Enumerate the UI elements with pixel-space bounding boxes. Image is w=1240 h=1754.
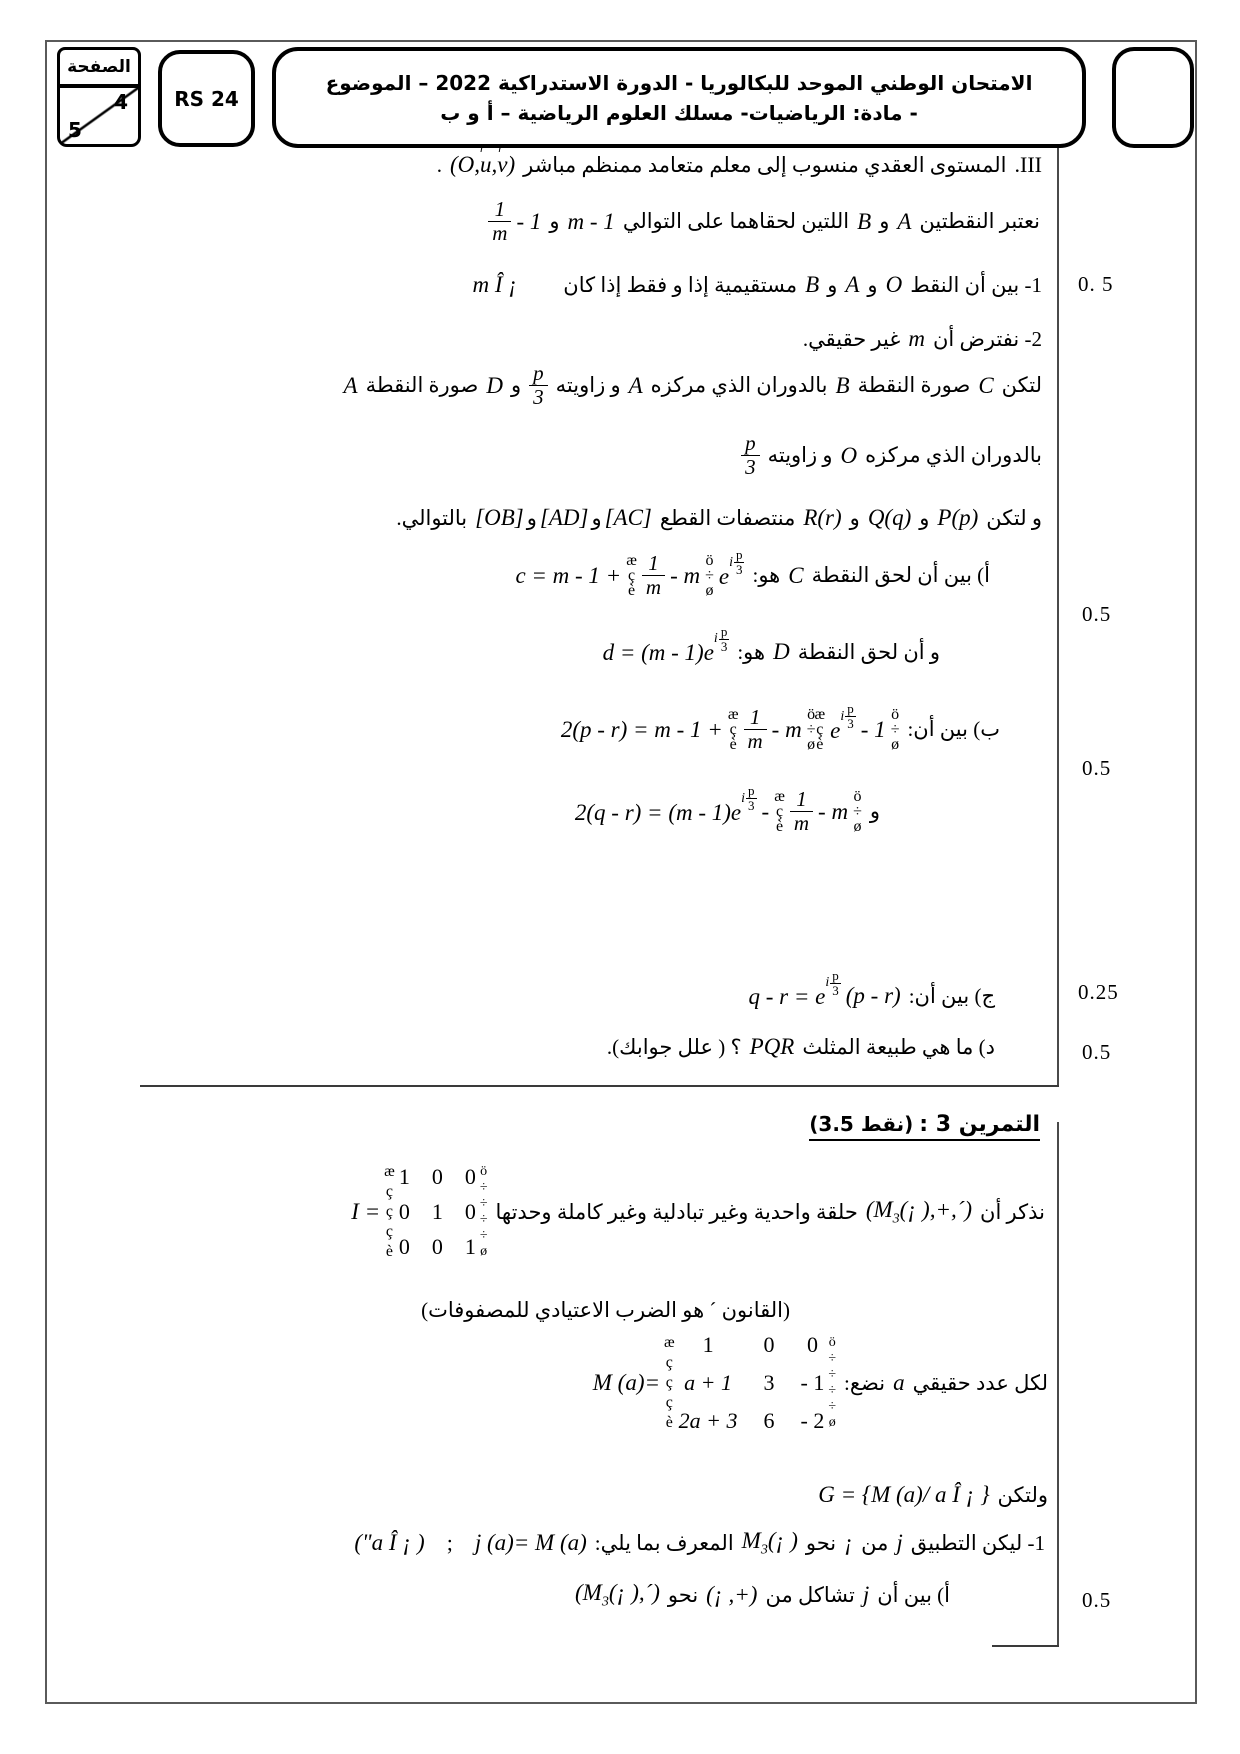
waw: و bbox=[827, 272, 838, 297]
identity-matrix bbox=[351, 1162, 487, 1262]
den: 3 bbox=[529, 385, 548, 409]
waw: و bbox=[849, 505, 860, 530]
pi: p bbox=[745, 431, 756, 455]
text: بالدوران الذي مركزه bbox=[865, 443, 1042, 468]
mark-q2d: 0.5 bbox=[1082, 1040, 1112, 1064]
glyph: ÷ bbox=[806, 721, 816, 739]
line-2qr bbox=[574, 783, 880, 836]
den: m bbox=[488, 221, 511, 245]
cell: 0 bbox=[763, 1332, 775, 1357]
semicolon: ; bbox=[446, 1530, 453, 1556]
sub3: 3 bbox=[892, 1211, 900, 1227]
sub3: 3 bbox=[760, 1542, 768, 1558]
waw: و bbox=[879, 209, 890, 234]
glyph: è bbox=[665, 1414, 673, 1431]
cell: 2a + 3 bbox=[678, 1408, 738, 1433]
glyph: ç bbox=[665, 1374, 673, 1391]
glyph: ö bbox=[807, 706, 816, 724]
eq: 2(q - r) = (m - 1)e bbox=[574, 799, 742, 825]
eq: q - r = e bbox=[748, 984, 826, 1010]
glyph: ö bbox=[828, 1335, 836, 1350]
den: m bbox=[790, 811, 813, 835]
line-q2 bbox=[803, 326, 1042, 352]
triangle-pqr: PQR bbox=[749, 1034, 795, 1059]
mark-q1: 0. 5 bbox=[1078, 272, 1114, 296]
glyph: ö bbox=[480, 1164, 488, 1179]
cell: 1 bbox=[431, 1199, 443, 1224]
formula-c bbox=[515, 547, 744, 600]
cell: 3 bbox=[763, 1370, 775, 1395]
m-in-r: m Î ¡ bbox=[472, 272, 518, 297]
point-a: A bbox=[628, 372, 643, 398]
affix-b bbox=[488, 198, 541, 245]
text: و زاويته bbox=[555, 373, 621, 398]
point-c: C bbox=[788, 562, 804, 588]
q1-text2: مستقيمية إذا و فقط إذا كان bbox=[563, 272, 798, 297]
mid: - m bbox=[670, 562, 701, 588]
page-label: الصفحة bbox=[67, 57, 131, 77]
point-b: B bbox=[805, 272, 820, 297]
m: (M bbox=[575, 1580, 602, 1605]
line-q1 bbox=[473, 272, 1042, 298]
formula-2pr bbox=[560, 701, 900, 754]
matrix-paren-left bbox=[384, 1162, 395, 1262]
q1a-text: أ) بين أن bbox=[877, 1582, 950, 1607]
page-label-box bbox=[57, 47, 141, 87]
three: 3 bbox=[735, 562, 743, 578]
text: نعتبر النقطتين bbox=[919, 209, 1040, 234]
eq: d = (m - 1)e bbox=[602, 640, 714, 666]
exp-e-ipi3 bbox=[602, 624, 730, 666]
three: 3 bbox=[832, 982, 839, 998]
glyph: è bbox=[729, 736, 737, 754]
frame-ouv: (O,u,v) bbox=[449, 152, 516, 177]
glyph: ÷ bbox=[828, 1367, 837, 1382]
cell: 1 bbox=[398, 1164, 410, 1189]
eq: c = m - 1 + bbox=[515, 562, 622, 588]
mark-ex3-1a: 0.5 bbox=[1082, 1588, 1112, 1612]
mark-q2c: 0.25 bbox=[1078, 980, 1119, 1004]
cell: 0 bbox=[464, 1199, 476, 1224]
num: 1 bbox=[494, 197, 506, 221]
point-c: C bbox=[978, 372, 994, 398]
cell: 0 bbox=[806, 1332, 818, 1357]
frame-notation bbox=[449, 141, 516, 178]
point-b: B bbox=[857, 208, 872, 234]
e: e bbox=[830, 717, 841, 743]
pi: p bbox=[735, 547, 743, 563]
text: نذكر أن bbox=[980, 1199, 1045, 1224]
phi: j bbox=[896, 1530, 903, 1556]
eq: 2(p - r) = m - 1 + bbox=[560, 716, 723, 742]
big-paren-right bbox=[853, 789, 862, 834]
marks-column-rule-bottom bbox=[1057, 1122, 1059, 1645]
big-paren-left bbox=[728, 707, 739, 752]
waw: و bbox=[867, 272, 878, 297]
waw: و bbox=[511, 373, 522, 398]
glyph: æ bbox=[626, 552, 637, 570]
text: حلقة واحدية وغير تبادلية وغير كاملة وحدتها bbox=[495, 1199, 858, 1224]
glyph: ø bbox=[828, 1415, 836, 1430]
exam-title-box bbox=[272, 47, 1086, 148]
line-q2d bbox=[607, 1034, 995, 1060]
point-o: O bbox=[885, 272, 903, 297]
m: (M bbox=[865, 1196, 893, 1222]
text: هو: bbox=[752, 563, 781, 588]
text: و لتكن bbox=[986, 505, 1042, 530]
angle-pi-3 bbox=[741, 432, 760, 479]
matrix-cells bbox=[399, 1164, 476, 1260]
forall-a: ("a Î ¡ ) bbox=[354, 1530, 425, 1556]
pi: p bbox=[748, 783, 755, 799]
exp-e-ipi3 bbox=[574, 783, 757, 825]
title-text: التمرين 3 : bbox=[919, 1112, 1040, 1137]
segment-ob: [OB] bbox=[475, 505, 524, 530]
waw: و bbox=[526, 505, 537, 530]
formula-2qr bbox=[574, 783, 862, 836]
i: i bbox=[729, 554, 733, 570]
glyph: æ bbox=[814, 706, 826, 724]
law-note: (القانون ´ هو الضرب الاعتيادي للمصفوفات) bbox=[421, 1298, 790, 1322]
waw: و bbox=[591, 505, 602, 530]
text: و زاويته bbox=[767, 443, 833, 468]
matrix-paren-right bbox=[828, 1335, 836, 1431]
phi-def: j (a)= M (a) bbox=[474, 1530, 587, 1556]
i: i bbox=[741, 790, 746, 806]
den: m bbox=[744, 729, 767, 753]
text: نحو bbox=[667, 1582, 699, 1607]
glyph: è bbox=[628, 582, 636, 600]
glyph: ç bbox=[385, 1223, 394, 1240]
q2c-text: ج) بين أن: bbox=[908, 983, 995, 1008]
glyph: ö bbox=[891, 706, 900, 724]
waw: و bbox=[919, 505, 930, 530]
point-d: D bbox=[486, 372, 503, 398]
line-ex3-q1a bbox=[575, 1580, 950, 1611]
empty-corner-box bbox=[1112, 47, 1194, 148]
glyph: ö bbox=[705, 552, 714, 570]
set-g: G = {M (a)/ a Î ¡ } bbox=[818, 1482, 990, 1507]
glyph: ÷ bbox=[479, 1196, 488, 1211]
matrix-paren-right bbox=[480, 1164, 488, 1260]
text: تشاكل من bbox=[765, 1582, 855, 1607]
marks-rule-end-tick bbox=[992, 1645, 1059, 1647]
matrix-cells bbox=[679, 1332, 825, 1434]
sub3: 3 bbox=[601, 1594, 609, 1610]
glyph: ÷ bbox=[828, 1399, 837, 1414]
glyph: ç bbox=[628, 567, 636, 585]
pi: p bbox=[832, 968, 839, 983]
exam-title-line1: الامتحان الوطني الموحد للبكالوريا - الدورة الاستدراكية 2022 – الموضوع bbox=[325, 70, 1033, 95]
cell: - 1 bbox=[800, 1370, 825, 1395]
page-number-box bbox=[57, 85, 141, 147]
glyph: ÷ bbox=[479, 1228, 488, 1243]
line-ex3-q1 bbox=[354, 1528, 1045, 1559]
exam-reference-box bbox=[158, 50, 255, 147]
real-set: ¡ bbox=[844, 1530, 854, 1556]
q2-text: 2- نفترض أن bbox=[932, 326, 1042, 351]
glyph: ÷ bbox=[828, 1383, 837, 1398]
ring-notation bbox=[866, 1197, 972, 1228]
point-a: A bbox=[343, 372, 358, 398]
glyph: ÷ bbox=[853, 803, 862, 821]
m3r-times bbox=[575, 1580, 660, 1611]
formula-qr bbox=[748, 968, 901, 1010]
big-paren-left bbox=[626, 553, 637, 598]
text: نحو bbox=[805, 1530, 837, 1555]
exam-title-line2: - مادة: الرياضيات- مسلك العلوم الرياضية – أ و ب bbox=[440, 100, 918, 125]
matrix-paren-left bbox=[664, 1333, 675, 1433]
three: 3 bbox=[748, 798, 755, 814]
glyph: ö bbox=[853, 788, 862, 806]
line-midpoints bbox=[396, 505, 1042, 531]
glyph: æ bbox=[774, 788, 785, 806]
line-law-note bbox=[421, 1298, 790, 1323]
point-p: P(p) bbox=[937, 505, 979, 530]
line-rotation-d bbox=[741, 432, 1042, 479]
glyph: ø bbox=[853, 818, 862, 836]
angle-pi-3 bbox=[529, 362, 548, 409]
ma-equals: M (a)= bbox=[592, 1370, 660, 1395]
point-o: O bbox=[840, 442, 858, 468]
cell: 1 bbox=[702, 1332, 714, 1357]
line-points-ab bbox=[488, 198, 1040, 245]
line-q2a bbox=[515, 547, 990, 600]
minus: - bbox=[761, 798, 770, 824]
line-q2c bbox=[748, 968, 995, 1010]
vector-arrow-v: r bbox=[498, 141, 503, 155]
page-current: 4 bbox=[114, 90, 128, 114]
q1-text: 1- ليكن التطبيق bbox=[910, 1530, 1045, 1555]
mark-q2b: 0.5 bbox=[1082, 756, 1112, 780]
line-affix-d bbox=[602, 624, 940, 666]
cell: - 2 bbox=[800, 1408, 825, 1433]
exp-e-ipi3 bbox=[830, 701, 856, 743]
i: i bbox=[713, 631, 718, 647]
glyph: ø bbox=[705, 582, 714, 600]
glyph: è bbox=[816, 736, 824, 754]
line-set-g bbox=[818, 1482, 1048, 1508]
formula-d bbox=[602, 624, 730, 666]
i-equals: I = bbox=[351, 1199, 381, 1224]
text: لكل عدد حقيقي bbox=[912, 1370, 1048, 1395]
title-points: (3.5 نقط) bbox=[809, 1112, 914, 1136]
text: نضع: bbox=[844, 1370, 886, 1395]
exercise3-heading bbox=[809, 1112, 1040, 1141]
exercise3-title bbox=[809, 1112, 1040, 1141]
glyph: ç bbox=[665, 1394, 673, 1411]
q2d-text: د) ما هي طبيعة المثلث bbox=[802, 1034, 995, 1059]
den: m bbox=[642, 575, 665, 599]
pi: p bbox=[533, 361, 544, 385]
line-intro bbox=[436, 141, 1042, 178]
exam-reference: RS 24 bbox=[174, 86, 239, 111]
point-q: Q(q) bbox=[867, 505, 912, 530]
r-plus: (¡ ,+) bbox=[706, 1582, 758, 1608]
mark-q2a: 0.5 bbox=[1082, 602, 1112, 626]
cell: 0 bbox=[464, 1164, 476, 1189]
text: بالتوالي. bbox=[396, 505, 468, 530]
text: لتكن bbox=[1001, 373, 1042, 398]
glyph: ç bbox=[385, 1183, 394, 1200]
q2a-text: أ) بين أن لحق النقطة bbox=[811, 563, 990, 588]
m: M bbox=[741, 1528, 761, 1553]
cell: 1 bbox=[464, 1234, 476, 1259]
i: i bbox=[840, 708, 845, 724]
num: 1 bbox=[749, 705, 761, 729]
glyph: ç bbox=[665, 1354, 673, 1371]
text: صورة النقطة bbox=[365, 373, 479, 398]
segment-ad: [AD] bbox=[539, 505, 589, 530]
glyph: æ bbox=[664, 1334, 675, 1351]
tail: - 1 bbox=[860, 716, 886, 742]
cell: 0 bbox=[398, 1199, 410, 1224]
glyph: æ bbox=[727, 706, 739, 724]
text: بالدوران الذي مركزه bbox=[650, 373, 828, 398]
marks-column-rule-top bbox=[1057, 148, 1059, 1085]
rest: (¡ ) bbox=[767, 1528, 798, 1553]
text: المعرف بما يلي: bbox=[594, 1530, 734, 1555]
glyph: ÷ bbox=[705, 567, 714, 585]
glyph: ø bbox=[891, 736, 900, 754]
cell: 0 bbox=[431, 1164, 443, 1189]
q2b-text: ب) بين أن: bbox=[907, 717, 1000, 742]
e: e bbox=[718, 563, 730, 589]
period: . bbox=[436, 152, 442, 177]
text: منتصفات القطع bbox=[659, 505, 796, 530]
waw: و bbox=[549, 209, 560, 234]
rest: (¡ ),+,´) bbox=[899, 1196, 973, 1222]
phi: j bbox=[862, 1582, 870, 1608]
glyph: ÷ bbox=[479, 1180, 488, 1195]
q2d-text2: ؟ ( علل جوابك). bbox=[606, 1034, 742, 1059]
q1-text: 1- بين أن النقط bbox=[910, 272, 1042, 297]
glyph: ÷ bbox=[828, 1351, 837, 1366]
page-total: 5 bbox=[68, 118, 82, 142]
point-a: A bbox=[897, 208, 912, 234]
glyph: ø bbox=[807, 736, 816, 754]
section-separator bbox=[140, 1085, 1059, 1087]
var-m: m bbox=[908, 326, 925, 351]
point-b: B bbox=[835, 372, 850, 398]
exp-e-ipi3 bbox=[718, 547, 745, 589]
point-r: R(r) bbox=[803, 505, 842, 530]
matrix-ma bbox=[593, 1332, 836, 1434]
intro-text: المستوى العقدي منسوب إلى معلم متعامد ممنظم مباشر bbox=[523, 152, 1007, 177]
num: 1 bbox=[648, 551, 659, 575]
glyph: ÷ bbox=[479, 1212, 488, 1227]
text: من bbox=[861, 1530, 889, 1555]
pi: p bbox=[720, 624, 728, 639]
big-paren-left bbox=[774, 789, 785, 834]
glyph: ç bbox=[775, 803, 784, 821]
num: 1 bbox=[796, 787, 807, 811]
point-d: D bbox=[773, 639, 790, 665]
point-a: A bbox=[845, 272, 860, 297]
glyph: æ bbox=[384, 1163, 395, 1180]
den: 3 bbox=[741, 455, 760, 479]
big-paren-left bbox=[814, 707, 825, 752]
rest: (¡ ),´) bbox=[608, 1580, 660, 1605]
text: هو: bbox=[737, 639, 766, 664]
line-q2b bbox=[560, 701, 1000, 754]
three: 3 bbox=[847, 716, 854, 732]
exp-e-ipi3 bbox=[748, 968, 841, 1010]
line-matrix-ma bbox=[593, 1332, 1048, 1434]
text: صورة النقطة bbox=[857, 373, 971, 398]
glyph: ÷ bbox=[890, 721, 900, 739]
cell: 0 bbox=[431, 1234, 443, 1259]
waw: و bbox=[869, 799, 880, 824]
mid: - m bbox=[818, 798, 849, 824]
affix-a: m - 1 bbox=[567, 208, 615, 234]
vector-arrow-u: r bbox=[479, 141, 485, 155]
m3r-notation bbox=[742, 1528, 798, 1559]
text: اللتين لحقاهما على التوالي bbox=[622, 209, 850, 234]
var-a: a bbox=[893, 1370, 905, 1395]
text: ولتكن bbox=[997, 1482, 1048, 1507]
text: و أن لحق النقطة bbox=[797, 639, 940, 664]
glyph: ç bbox=[816, 721, 824, 739]
pi: p bbox=[847, 701, 854, 717]
glyph: è bbox=[385, 1243, 394, 1260]
line-rotation-c bbox=[344, 362, 1042, 409]
mid: - m bbox=[771, 716, 802, 742]
line-ring-def bbox=[351, 1162, 1045, 1262]
cell: 6 bbox=[763, 1408, 775, 1433]
glyph: ç bbox=[385, 1203, 394, 1220]
eq2: (p - r) bbox=[845, 983, 901, 1009]
big-paren-right bbox=[891, 707, 900, 752]
roman-numeral: .III bbox=[1014, 152, 1042, 177]
segment-ac: [AC] bbox=[604, 505, 652, 530]
cell: 0 bbox=[398, 1234, 410, 1259]
glyph: ç bbox=[729, 721, 737, 739]
big-paren-right bbox=[705, 553, 714, 598]
glyph: è bbox=[775, 818, 784, 836]
q2-text2: غير حقيقي. bbox=[802, 326, 901, 351]
three: 3 bbox=[720, 638, 728, 654]
cell: a + 1 bbox=[684, 1370, 733, 1395]
glyph: ø bbox=[480, 1244, 488, 1259]
i: i bbox=[825, 975, 830, 991]
tail: - 1 bbox=[516, 208, 542, 234]
